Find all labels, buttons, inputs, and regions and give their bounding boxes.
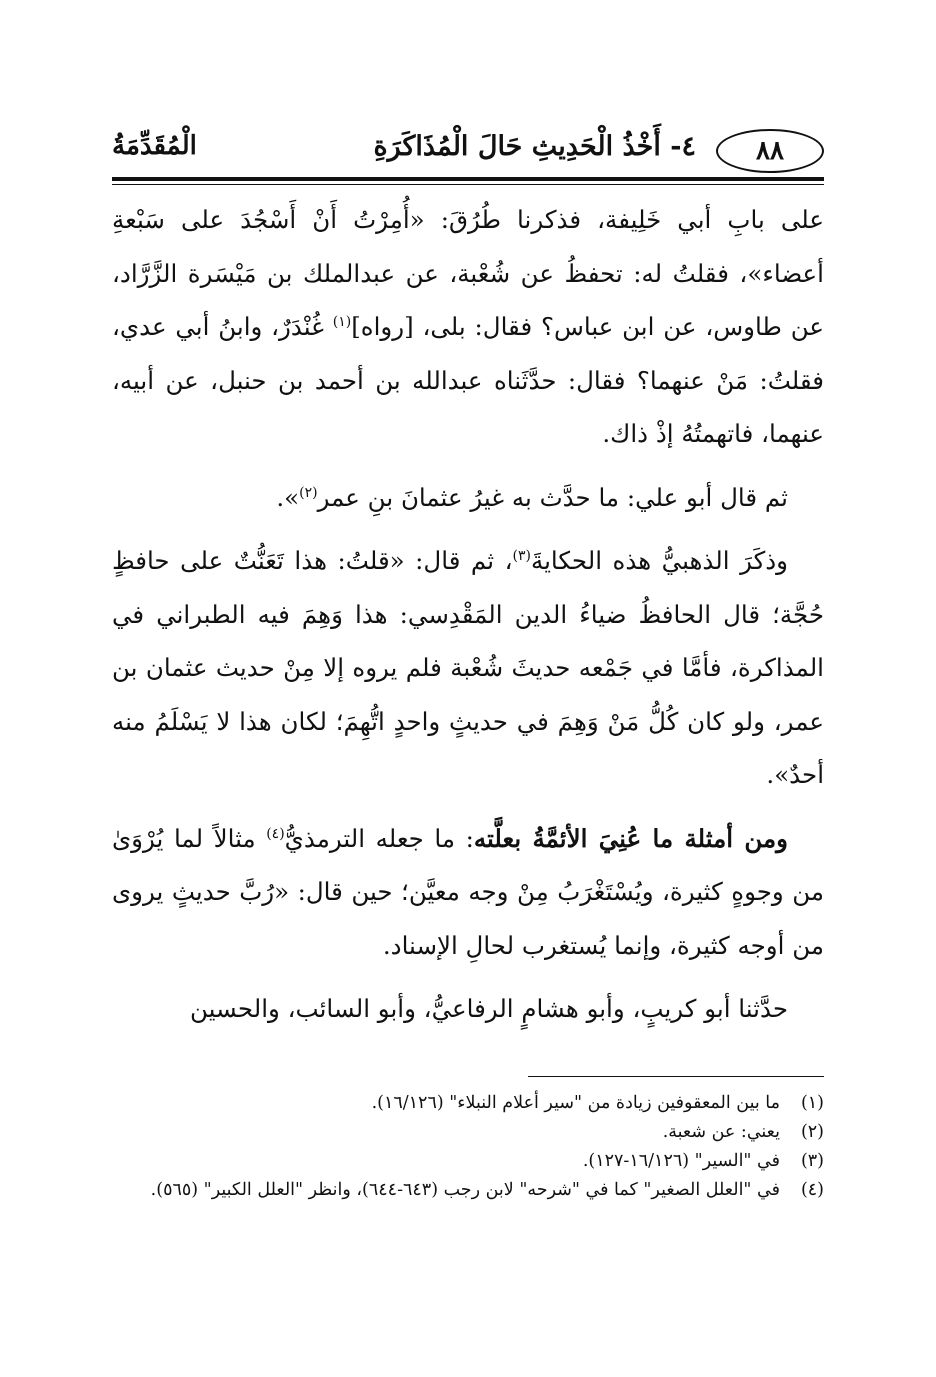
footnote-ref: (٤) [266,825,285,842]
paragraph [112,471,824,525]
running-header [112,125,824,175]
page [112,125,824,1205]
footnote [112,1176,824,1205]
page-number: ٨٨ [716,129,824,173]
text-run: : ما جعله الترمذيُّ [284,823,474,853]
footnote [112,1147,824,1176]
text-run: ، ثم قال: «قلتُ: هذا تَعَنُّتٌ على حافظٍ حُجَّة؛ قال الحافظُ ضياءُ الدين المَقْدِسي: هذا وَهِمَ فيه الطبراني في المذاكرة، فأمَّا في جَمْعه حديثَ شُعْبة فلم يروه إلا مِنْ حديث عثمان بن عمر، ولو كان كُلُّ مَنْ وَهِمَ في حديثٍ واحدٍ اتُّهِمَ؛ لكان هذا لا يَسْلَمُ منه أحدٌ». [112,546,824,789]
text-run: ثم قال أبو علي: ما حدَّث به غيرُ عثمانَ بنِ عمر [317,482,788,512]
text-run: على بابِ أبي خَلِيفة، فذكرنا طُرُقَ: «أُمِرْتُ أَنْ أَسْجُدَ على سَبْعةِ أعضاء»، فقلتُ له: تحفظُ عن شُعْبة، عن عبدالملك بن مَيْسَرة الزَّرَّاد، عن طاوس، عن ابن عباس؟ فقال: بلى، [رواه] [112,205,825,341]
footnote-number: (١) [800,1092,824,1113]
header-rule-thick [112,177,824,181]
footnote-text: في "العلل الصغير" كما في "شرحه" لابن رجب (٦٤٣-٦٤٤)، وانظر "العلل الكبير" (٥٦٥). [150,1179,780,1200]
footnotes [112,1089,824,1205]
footnote-ref: (٣) [512,547,531,564]
text-run: ». [276,482,300,512]
paragraph [112,982,824,1036]
text-run: حدَّثنا أبو كريبٍ، وأبو هشامٍ الرفاعيُّ، وأبو السائب، والحسين [190,994,788,1023]
text-run: مثالاً لما يُرْوَىٰ من وجوهٍ كثيرة، ويُسْتَغْرَبُ مِنْ وجه معيَّن؛ حين قال: «رُبَّ حديثٍ يروى من أوجه كثيرة، وإنما يُستغرب لحالِ الإسناد. [112,823,824,960]
body-text [112,193,824,1036]
footnote-text: يعني: عن شعبة. [662,1121,780,1142]
footnote-number: (٤) [800,1179,824,1200]
footnote-ref: (٢) [299,484,318,501]
paragraph [112,193,824,461]
paragraph [112,534,824,802]
footnote [112,1089,824,1118]
footnote-number: (٣) [800,1150,824,1171]
text-run: وذكَرَ الذهبيُّ هذه الحكايةَ [530,546,788,575]
footnote-ref: (١) [332,313,352,330]
footnote-number: (٢) [800,1121,824,1142]
bold-lead: ومن أمثلة ما عُنِيَ الأئمَّةُ بعلَّته [473,823,788,853]
header-rule-thin [112,184,824,185]
footnote-separator [528,1076,824,1077]
footnote-text: ما بين المعقوفين زيادة من "سير أعلام النبلاء" (١٦/١٢٦). [371,1092,780,1113]
chapter-title: ٤- أَخْذُ الْحَدِيثِ حَالَ الْمُذَاكَرَةِ [373,131,696,162]
footnote-text: في "السير" (١٦/١٢٦-١٢٧). [582,1150,780,1171]
book-title: الْمُقَدِّمَةُ [112,131,197,161]
footnote [112,1118,824,1147]
text-run: غُنْدَرٌ، وابنُ أبي عدي، فقلتُ: مَنْ عنهما؟ فقال: حدَّثَناه عبدالله بن أحمد بن حنبل، عن أبيه، عنهما، فاتهمتُهُ إذْ ذاك. [112,312,824,448]
paragraph [112,812,824,973]
